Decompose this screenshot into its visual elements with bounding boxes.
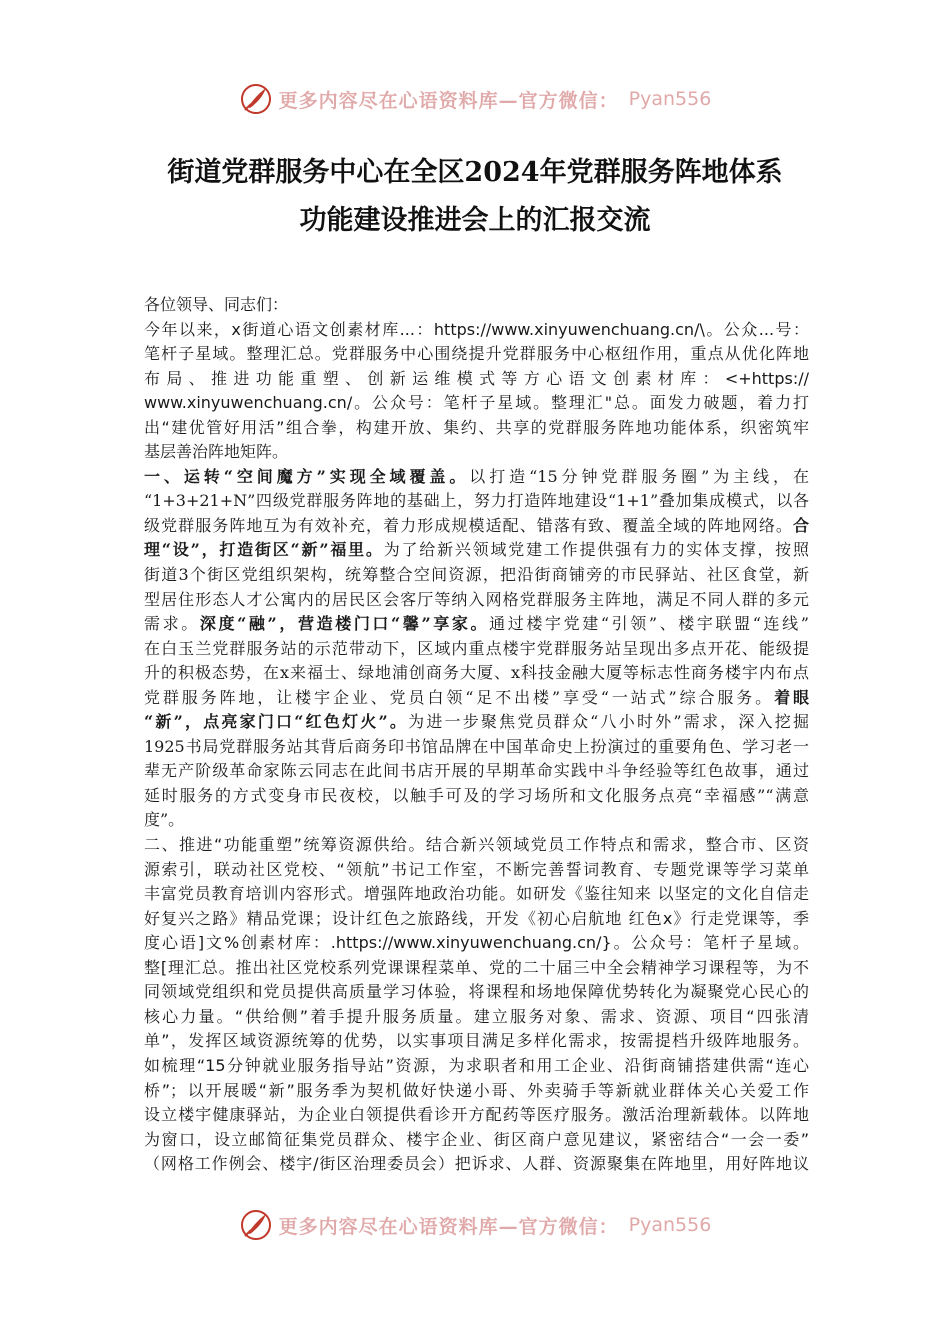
text-run: 辈无产阶级革命家陈云同志在此间书店开展的早期革命实践中斗争经验等红色故事，通过 — [144, 761, 809, 781]
text-run: 今年以来，x街道心语文创素材库...：https://www.xinyuwenchuang.cn/\。公众...号： — [144, 319, 809, 339]
text-run: 通过楼宇党建“引领”、楼宇联盟“连线” — [489, 614, 809, 634]
text-line — [144, 858, 809, 883]
text-run: 如梳理“15分钟就业服务指导站”资源，为求职者和用工企业、沿街商铺搭建供需“连心 — [144, 1055, 809, 1075]
bold-heading-run: 着眼 — [774, 687, 809, 707]
text-run: 在白玉兰党群服务站的示范带动下，区域内重点楼宇党群服务站呈现出多点开花、能级提 — [144, 638, 809, 658]
text-line — [144, 956, 809, 981]
bold-heading-run: 合 — [792, 515, 809, 535]
text-run: （网格工作例会、楼宇/街区治理委员会）把诉求、人群、资源聚集在阵地里，用好阵地议 — [144, 1154, 809, 1174]
watermark-account: Pyan556 — [628, 1214, 712, 1236]
text-line — [144, 563, 809, 588]
text-run: 度”。 — [144, 810, 185, 830]
text-line — [144, 293, 809, 318]
text-run: 好复兴之路》精品党课；设计红色之旅路线，开发《初心启航地 红色x》行走党课等，季 — [144, 908, 809, 928]
text-run: 二、推进“功能重塑”统筹资源供给。结合新兴领域党员工作特点和需求，整合市、区资 — [144, 835, 809, 855]
text-line — [144, 342, 809, 367]
text-run: 源索引，联动社区党校、“领航”书记工作室，不断完善誓词教育、专题党课等学习菜单 — [144, 859, 809, 879]
text-run: 笔杆子星域。整理汇总。党群服务中心围绕提升党群服务中心枢纽作用，重点从优化阵地 — [144, 344, 809, 364]
bold-heading-run: “新”，点亮家门口“红色灯火”。 — [144, 712, 409, 732]
text-run: 丰富党员教育培训内容形式。增强阵地政治功能。如研发《鉴往知来 以坚定的文化自信走 — [144, 884, 809, 904]
text-line — [144, 588, 809, 613]
text-run: “1+3+21+N”四级党群服务阵地的基础上，努力打造阵地建设“1+1”叠加集成模式，以各 — [144, 491, 809, 511]
text-line — [144, 1005, 809, 1030]
text-run: 基层善治阵地矩阵。 — [144, 442, 289, 462]
text-run: 整[理汇总。推出社区党校系列党课课程菜单、党的二十届三中全会精神学习课程等，为不 — [144, 957, 809, 977]
text-run: 桥”；以开展暖“新”服务季为契机做好快递小哥、外卖骑手等新就业群体关心关爱工作 — [144, 1080, 809, 1100]
text-line — [144, 612, 809, 637]
text-line — [144, 661, 809, 686]
text-run: 1925书局党群服务站其背后商务印书馆品牌在中国革命史上扮演过的重要角色、学习老一 — [144, 736, 809, 756]
text-run: 核心力量。“供给侧”着手提升服务质量。建立服务对象、需求、资源、项目“四张清 — [144, 1006, 809, 1026]
text-run: 为窗口，设立邮简征集党员群众、楼宇企业、街区商户意见建议，紧密结合“一会一委” — [144, 1129, 809, 1149]
text-run: 各位领导、同志们： — [144, 295, 289, 314]
text-line — [144, 489, 809, 514]
text-line — [144, 784, 809, 809]
text-line — [144, 538, 809, 563]
text-run: 街道3个街区党组织架构，统筹整合空间资源，把沿街商铺旁的市民驿站、社区食堂，新 — [144, 565, 809, 585]
text-run: 度心语]文%创素材库：.https://www.xinyuwenchuang.cn/}。公众号：笔杆子星域。 — [144, 933, 809, 953]
text-run: 级党群服务阵地互为有效补充，着力形成规模适配、错落有致、覆盖全域的阵地网络。 — [144, 515, 793, 535]
text-line — [144, 759, 809, 784]
text-run: 以打造“15分钟党群服务圈”为主线，在 — [469, 466, 809, 486]
text-run: 为进一步聚焦党员群众“八小时外”需求，深入挖掘 — [408, 712, 809, 732]
text-line — [144, 980, 809, 1005]
text-run: 同领域党组织和党员提供高质量学习体验，将课程和场地保障优势转化为凝聚党心民心的 — [144, 982, 809, 1002]
document-body — [144, 293, 809, 1177]
text-line — [144, 1029, 809, 1054]
watermark-header — [0, 82, 950, 122]
text-run: www.xinyuwenchuang.cn/。公众号：笔杆子星域。整理汇"总。面发力破题，着力打 — [144, 393, 809, 413]
text-line — [144, 637, 809, 662]
text-run: 设立楼宇健康驿站，为企业白领提供看诊开方配药等医疗服务。激活治理新载体。以阵地 — [144, 1105, 809, 1125]
text-line — [144, 391, 809, 416]
text-line — [144, 1152, 809, 1177]
text-line — [144, 931, 809, 956]
text-run: 党群服务阵地，让楼宇企业、党员白领“足不出楼”享受“一站式”综合服务。 — [144, 687, 775, 707]
text-run: 为了给新兴领域党建工作提供强有力的实体支撑，按照 — [383, 540, 809, 560]
bold-heading-run: 一、运转“空间魔方”实现全域覆盖。 — [144, 466, 470, 486]
text-line — [144, 735, 809, 760]
text-line — [144, 710, 809, 735]
text-run: 需求。 — [144, 614, 200, 634]
text-run: 布局、推进功能重塑、创新运维模式等方心语文创素材库：<+https:// — [144, 368, 809, 388]
document-title-line-1: 街道党群服务中心在全区2024年党群服务阵地体系 — [167, 157, 783, 188]
watermark-text: 更多内容尽在心语资料库—官方微信： — [278, 1215, 619, 1238]
text-run: 升的积极态势，在x来福士、绿地浦创商务大厦、x科技金融大厦等标志性商务楼宇内布点 — [144, 663, 809, 683]
text-line — [144, 318, 809, 343]
text-run: 型居住形态人才公寓内的居民区会客厅等纳入网格党群服务主阵地，满足不同人群的多元 — [144, 589, 809, 609]
text-line — [144, 907, 809, 932]
watermark-text: 更多内容尽在心语资料库—官方微信： — [278, 89, 619, 112]
bold-heading-run: 理“设”，打造街区“新”福里。 — [144, 540, 384, 560]
text-line — [144, 367, 809, 392]
text-line — [144, 1128, 809, 1153]
watermark-footer — [0, 1208, 950, 1248]
text-line — [144, 465, 809, 490]
text-run: 出“建优管好用活”组合拳，构建开放、集约、共享的党群服务阵地功能体系，织密筑牢 — [144, 417, 809, 437]
text-line — [144, 833, 809, 858]
text-run: 延时服务的方式变身市民夜校，以触手可及的学习场所和文化服务点亮“幸福感”“满意 — [144, 785, 809, 805]
text-line — [144, 1079, 809, 1104]
quill-logo-icon — [239, 82, 273, 116]
bold-heading-run: 深度“融”，营造楼门口“馨”享家。 — [199, 614, 490, 634]
text-line — [144, 440, 809, 465]
text-line — [144, 416, 809, 441]
text-line — [144, 882, 809, 907]
text-line — [144, 808, 809, 833]
text-line — [144, 1103, 809, 1128]
document-title-line-2: 功能建设推进会上的汇报交流 — [299, 205, 651, 236]
text-line — [144, 686, 809, 711]
text-line — [144, 514, 809, 539]
text-line — [144, 1054, 809, 1079]
text-run: 单”，发挥区域资源统筹的优势，以实事项目满足多样化需求，按需提档升级阵地服务。 — [144, 1031, 809, 1051]
quill-logo-icon — [239, 1208, 273, 1242]
watermark-account: Pyan556 — [628, 88, 712, 110]
